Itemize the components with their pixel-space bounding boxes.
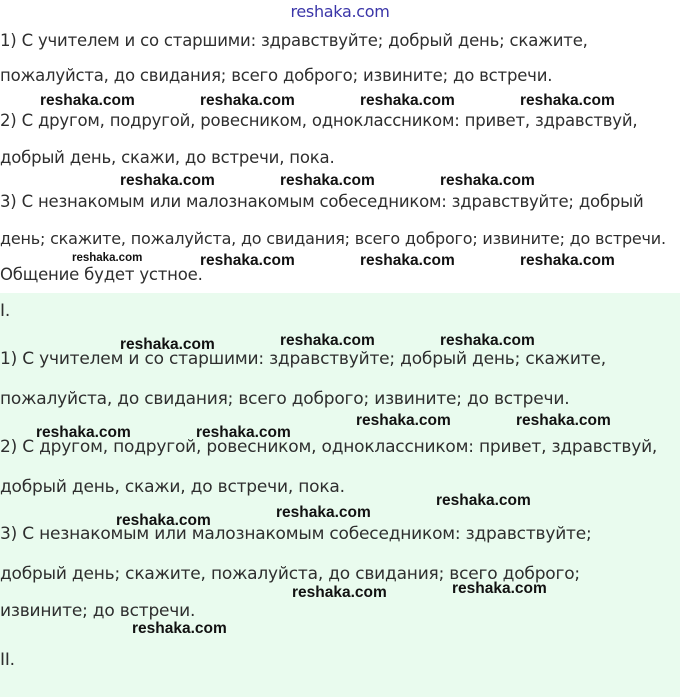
s2-line-4: добрый день, скажи, до встречи, пока. bbox=[0, 477, 345, 497]
watermark: reshaka.com bbox=[520, 252, 615, 269]
watermark: reshaka.com bbox=[292, 584, 387, 601]
s2-line-5: 3) С незнакомым или малознакомым собеседником: здравствуйте; bbox=[0, 524, 592, 544]
watermark: reshaka.com bbox=[120, 336, 215, 353]
s1-line-6: день; скажите, пожалуйста, до свидания; всего доброго; извините; до встречи. bbox=[0, 229, 666, 248]
watermark: reshaka.com bbox=[520, 92, 615, 109]
watermark: reshaka.com bbox=[440, 172, 535, 189]
s2-roman-1: I. bbox=[0, 301, 11, 321]
watermark: reshaka.com bbox=[360, 252, 455, 269]
site-title: reshaka.com bbox=[290, 2, 390, 21]
s1-line-1: 1) С учителем и со старшими: здравствуйте; добрый день; скажите, bbox=[0, 31, 588, 50]
watermark: reshaka.com bbox=[436, 492, 531, 509]
watermark: reshaka.com bbox=[40, 92, 135, 109]
watermark: reshaka.com bbox=[132, 620, 227, 637]
watermark: reshaka.com bbox=[516, 412, 611, 429]
s1-line-5: 3) С незнакомым или малознакомым собеседником: здравствуйте; добрый bbox=[0, 192, 644, 211]
s2-roman-2: II. bbox=[0, 650, 15, 670]
watermark: reshaka.com bbox=[276, 504, 371, 521]
watermark: reshaka.com bbox=[72, 252, 143, 264]
s2-line-1: 1) С учителем и со старшими: здравствуйте; добрый день; скажите, bbox=[0, 349, 606, 369]
watermark: reshaka.com bbox=[116, 512, 211, 529]
s1-line-3: 2) С другом, подругой, ровесником, одноклассником: привет, здравствуй, bbox=[0, 111, 638, 130]
watermark: reshaka.com bbox=[196, 424, 291, 441]
s2-line-3: 2) С другом, подругой, ровесником, одноклассником: привет, здравствуй, bbox=[0, 437, 658, 457]
watermark: reshaka.com bbox=[200, 252, 295, 269]
watermark: reshaka.com bbox=[356, 412, 451, 429]
s1-line-4: добрый день, скажи, до встречи, пока. bbox=[0, 148, 335, 167]
watermark: reshaka.com bbox=[360, 92, 455, 109]
watermark: reshaka.com bbox=[200, 92, 295, 109]
s1-line-7: Общение будет устное. bbox=[0, 265, 203, 284]
s1-line-2: пожалуйста, до свидания; всего доброго; извините; до встречи. bbox=[0, 66, 553, 85]
watermark: reshaka.com bbox=[440, 332, 535, 349]
watermark: reshaka.com bbox=[36, 424, 131, 441]
s2-line-7: извините; до встречи. bbox=[0, 601, 196, 621]
watermark: reshaka.com bbox=[120, 172, 215, 189]
s2-line-6: добрый день; скажите, пожалуйста, до свидания; всего доброго; bbox=[0, 564, 580, 584]
s2-line-2: пожалуйста, до свидания; всего доброго; извините; до встречи. bbox=[0, 389, 570, 409]
answer-panel bbox=[0, 293, 680, 697]
watermark: reshaka.com bbox=[280, 172, 375, 189]
watermark: reshaka.com bbox=[280, 332, 375, 349]
watermark: reshaka.com bbox=[452, 580, 547, 597]
